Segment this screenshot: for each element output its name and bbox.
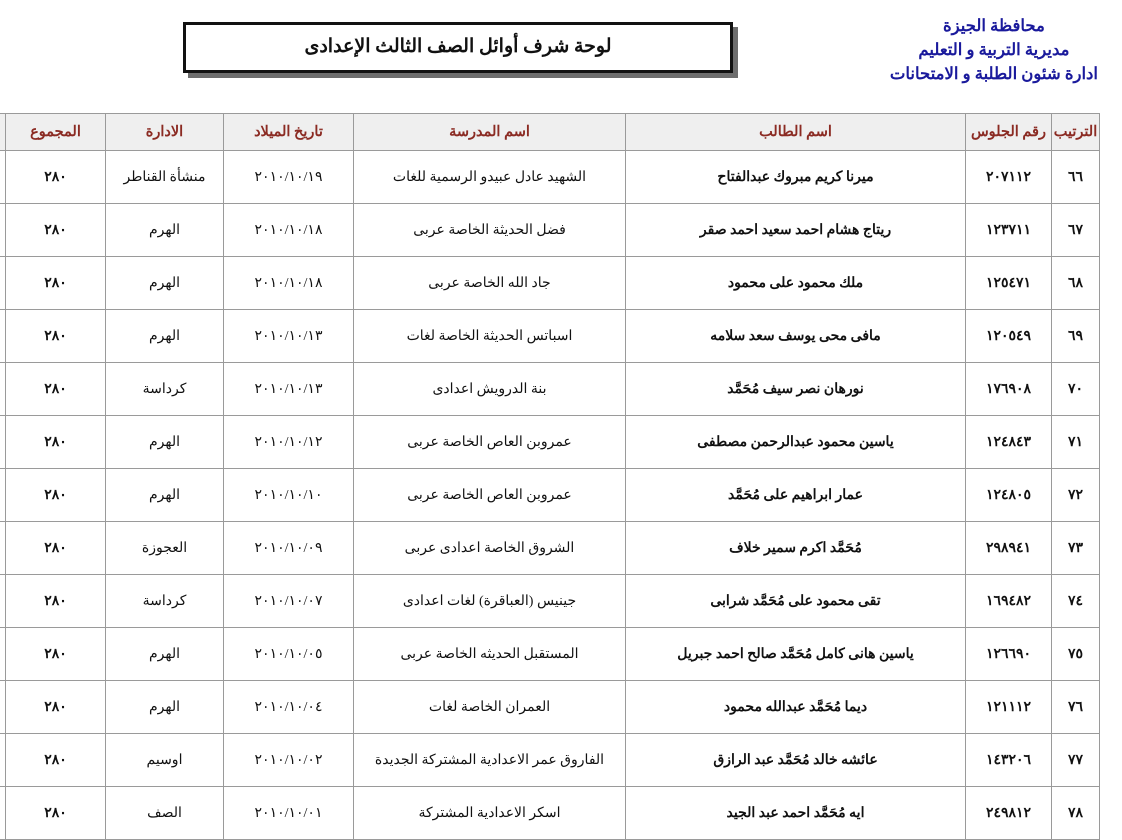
cell-student: ياسين هانى كامل مُحَمَّد صالح احمد جبريل	[626, 628, 966, 681]
column-header-admin: الادارة	[106, 114, 224, 151]
cell-notes	[0, 151, 6, 204]
table-row	[0, 522, 1100, 575]
cell-birth: ٢٠١٠/١٠/١٠	[224, 469, 354, 522]
document-header	[0, 0, 1122, 100]
cell-student: ملك محمود على محمود	[626, 257, 966, 310]
org-line-department: ادارة شئون الطلبة و الامتحانات	[889, 63, 1098, 83]
column-header-total: المجموع	[6, 114, 106, 151]
column-header-birth: تاريخ الميلاد	[224, 114, 354, 151]
cell-notes	[0, 416, 6, 469]
cell-birth: ٢٠١٠/١٠/٠٧	[224, 575, 354, 628]
cell-student: نورهان نصر سيف مُحَمَّد	[626, 363, 966, 416]
table-header-row	[0, 114, 1100, 151]
page-title-box	[183, 22, 733, 73]
cell-seat: ١٢٠٥٤٩	[966, 310, 1052, 363]
cell-school: عمروبن العاص الخاصة عربى	[354, 416, 626, 469]
cell-school: العمران الخاصة لغات	[354, 681, 626, 734]
org-line-governorate: محافظة الجيزة	[942, 16, 1045, 35]
cell-birth: ٢٠١٠/١٠/١٨	[224, 204, 354, 257]
honor-roll-table	[0, 113, 1100, 840]
cell-birth: ٢٠١٠/١٠/١٢	[224, 416, 354, 469]
cell-total: ٢٨٠	[6, 310, 106, 363]
column-header-rank: الترتيب	[1052, 114, 1100, 151]
cell-school: الشهيد عادل عبيدو الرسمية للغات	[354, 151, 626, 204]
table-body	[0, 151, 1100, 840]
table-row	[0, 257, 1100, 310]
cell-seat: ٢٩٨٩٤١	[966, 522, 1052, 575]
cell-rank: ٧١	[1052, 416, 1100, 469]
cell-school: الفاروق عمر الاعدادية المشتركة الجديدة	[354, 734, 626, 787]
cell-rank: ٦٨	[1052, 257, 1100, 310]
cell-total: ٢٨٠	[6, 257, 106, 310]
cell-seat: ١٢٣٧١١	[966, 204, 1052, 257]
cell-notes	[0, 522, 6, 575]
cell-rank: ٧٨	[1052, 787, 1100, 840]
table-row	[0, 787, 1100, 840]
table-row	[0, 416, 1100, 469]
cell-rank: ٧٦	[1052, 681, 1100, 734]
column-header-school: اسم المدرسة	[354, 114, 626, 151]
cell-rank: ٧٤	[1052, 575, 1100, 628]
cell-admin: الصف	[106, 787, 224, 840]
cell-school: جاد الله الخاصة عربى	[354, 257, 626, 310]
cell-student: تقى محمود على مُحَمَّد شرابى	[626, 575, 966, 628]
organization-block	[890, 14, 1098, 86]
cell-seat: ١٢١١١٢	[966, 681, 1052, 734]
cell-seat: ١٧٦٩٠٨	[966, 363, 1052, 416]
cell-birth: ٢٠١٠/١٠/٠١	[224, 787, 354, 840]
cell-rank: ٦٦	[1052, 151, 1100, 204]
cell-rank: ٦٧	[1052, 204, 1100, 257]
cell-student: مافى محى يوسف سعد سلامه	[626, 310, 966, 363]
cell-notes	[0, 681, 6, 734]
cell-total: ٢٨٠	[6, 469, 106, 522]
cell-notes	[0, 575, 6, 628]
cell-rank: ٧٢	[1052, 469, 1100, 522]
cell-birth: ٢٠١٠/١٠/٠٩	[224, 522, 354, 575]
cell-admin: اوسيم	[106, 734, 224, 787]
cell-total: ٢٨٠	[6, 151, 106, 204]
cell-student: ريتاج هشام احمد سعيد احمد صقر	[626, 204, 966, 257]
cell-seat: ١٢٤٨٤٣	[966, 416, 1052, 469]
table-row	[0, 469, 1100, 522]
cell-birth: ٢٠١٠/١٠/٠٢	[224, 734, 354, 787]
table-row	[0, 310, 1100, 363]
column-header-notes	[0, 114, 6, 151]
cell-seat: ١٢٤٨٠٥	[966, 469, 1052, 522]
cell-total: ٢٨٠	[6, 416, 106, 469]
cell-notes	[0, 734, 6, 787]
cell-total: ٢٨٠	[6, 522, 106, 575]
cell-rank: ٧٥	[1052, 628, 1100, 681]
table-row	[0, 681, 1100, 734]
org-line-directorate: مديرية التربية و التعليم	[918, 39, 1070, 59]
cell-total: ٢٨٠	[6, 363, 106, 416]
cell-total: ٢٨٠	[6, 575, 106, 628]
cell-school: اسكر الاعدادية المشتركة	[354, 787, 626, 840]
cell-rank: ٧٣	[1052, 522, 1100, 575]
cell-school: فضل الحديثة الخاصة عربى	[354, 204, 626, 257]
cell-admin: كرداسة	[106, 575, 224, 628]
cell-student: ديما مُحَمَّد عبدالله محمود	[626, 681, 966, 734]
cell-school: المستقبل الحديثه الخاصة عربى	[354, 628, 626, 681]
cell-notes	[0, 469, 6, 522]
cell-rank: ٦٩	[1052, 310, 1100, 363]
table-row	[0, 363, 1100, 416]
cell-total: ٢٨٠	[6, 628, 106, 681]
cell-birth: ٢٠١٠/١٠/١٨	[224, 257, 354, 310]
column-header-seat: رقم الجلوس	[966, 114, 1052, 151]
cell-school: عمروبن العاص الخاصة عربى	[354, 469, 626, 522]
cell-total: ٢٨٠	[6, 204, 106, 257]
cell-birth: ٢٠١٠/١٠/١٩	[224, 151, 354, 204]
table-row	[0, 734, 1100, 787]
cell-admin: الهرم	[106, 469, 224, 522]
cell-admin: منشأة القناطر	[106, 151, 224, 204]
cell-total: ٢٨٠	[6, 681, 106, 734]
cell-seat: ٢٠٧١١٢	[966, 151, 1052, 204]
cell-birth: ٢٠١٠/١٠/١٣	[224, 363, 354, 416]
page-title: لوحة شرف أوائل الصف الثالث الإعدادى	[304, 36, 612, 57]
cell-notes	[0, 628, 6, 681]
cell-student: ياسين محمود عبدالرحمن مصطفى	[626, 416, 966, 469]
cell-admin: الهرم	[106, 416, 224, 469]
table-row	[0, 151, 1100, 204]
cell-rank: ٧٧	[1052, 734, 1100, 787]
cell-seat: ٢٤٩٨١٢	[966, 787, 1052, 840]
cell-notes	[0, 363, 6, 416]
cell-student: عائشه خالد مُحَمَّد عبد الرازق	[626, 734, 966, 787]
cell-admin: الهرم	[106, 310, 224, 363]
cell-school: جينيس (العباقرة) لغات اعدادى	[354, 575, 626, 628]
cell-rank: ٧٠	[1052, 363, 1100, 416]
cell-total: ٢٨٠	[6, 787, 106, 840]
cell-admin: الهرم	[106, 681, 224, 734]
table-row	[0, 575, 1100, 628]
cell-birth: ٢٠١٠/١٠/١٣	[224, 310, 354, 363]
cell-seat: ١٢٥٤٧١	[966, 257, 1052, 310]
cell-student: مُحَمَّد اكرم سمير خلاف	[626, 522, 966, 575]
cell-admin: كرداسة	[106, 363, 224, 416]
cell-birth: ٢٠١٠/١٠/٠٥	[224, 628, 354, 681]
cell-school: اسباتس الحديثة الخاصة لغات	[354, 310, 626, 363]
cell-notes	[0, 310, 6, 363]
cell-student: عمار ابراهيم على مُحَمَّد	[626, 469, 966, 522]
cell-seat: ١٦٩٤٨٢	[966, 575, 1052, 628]
cell-admin: الهرم	[106, 257, 224, 310]
cell-seat: ١٢٦٦٩٠	[966, 628, 1052, 681]
cell-birth: ٢٠١٠/١٠/٠٤	[224, 681, 354, 734]
table-row	[0, 628, 1100, 681]
cell-admin: العجوزة	[106, 522, 224, 575]
cell-student: ميرنا كريم مبروك عبدالفتاح	[626, 151, 966, 204]
table-row	[0, 204, 1100, 257]
cell-notes	[0, 787, 6, 840]
cell-school: الشروق الخاصة اعدادى عربى	[354, 522, 626, 575]
cell-admin: الهرم	[106, 628, 224, 681]
cell-notes	[0, 204, 6, 257]
cell-admin: الهرم	[106, 204, 224, 257]
cell-seat: ١٤٣٢٠٦	[966, 734, 1052, 787]
cell-notes	[0, 257, 6, 310]
column-header-student: اسم الطالب	[626, 114, 966, 151]
cell-student: ايه مُحَمَّد احمد عبد الجيد	[626, 787, 966, 840]
cell-total: ٢٨٠	[6, 734, 106, 787]
cell-school: بنة الدرويش اعدادى	[354, 363, 626, 416]
honor-table-container	[22, 113, 1100, 840]
